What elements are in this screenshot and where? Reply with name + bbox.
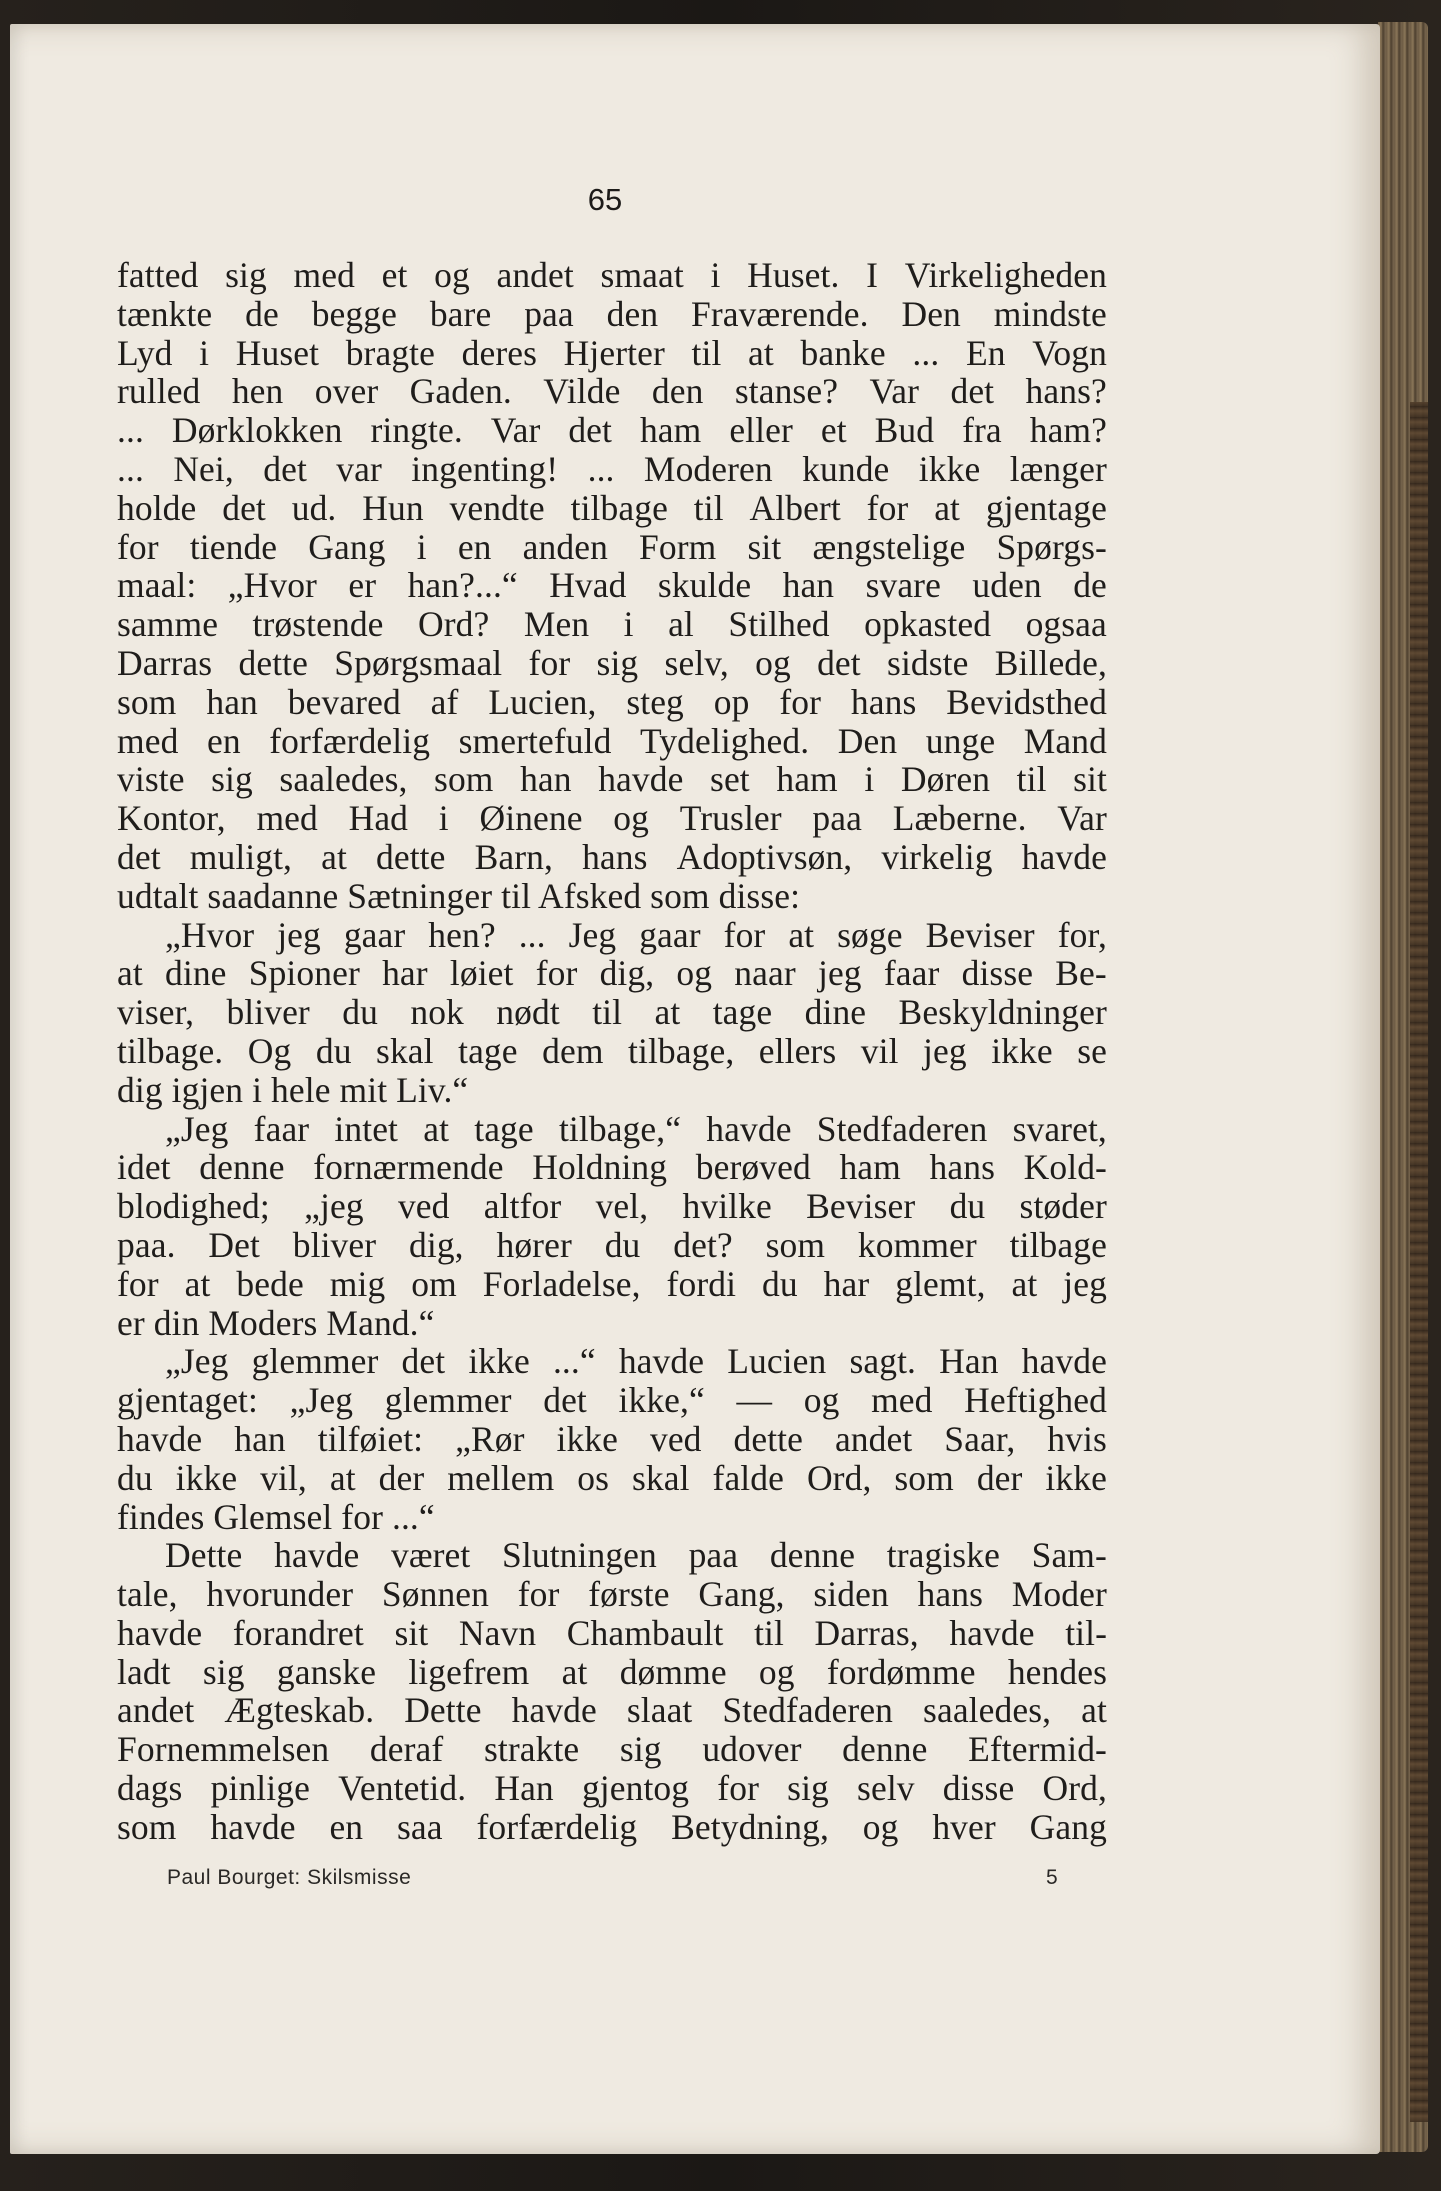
- footer-sheet-number: 5: [1046, 1866, 1058, 1889]
- footer-signature: Paul Bourget: Skilsmisse: [167, 1866, 412, 1889]
- text-line: samme trøstende Ord? Men i al Stilhed opkasted ogsaa: [117, 604, 1107, 645]
- text-line: med en forfærdelig smertefuld Tydelighed. Den unge Mand: [117, 720, 1107, 761]
- text-line: findes Glemsel for ...“: [117, 1496, 435, 1537]
- text-line: holde det ud. Hun vendte tilbage til Albert for at gjentage: [117, 487, 1107, 528]
- text-line: maal: „Hvor er han?...“ Hvad skulde han svare uden de: [117, 565, 1107, 606]
- text-line: Darras dette Spørgsmaal for sig selv, og det sidste Billede,: [117, 642, 1107, 683]
- text-line: blodighed; „jeg ved altfor vel, hvilke Beviser du støder: [117, 1186, 1107, 1227]
- text-line: ... Dørklokken ringte. Var det ham eller et Bud fra ham?: [117, 410, 1107, 451]
- page-number: 65: [587, 182, 623, 217]
- text-line: for at bede mig om Forladelse, fordi du har glemt, at jeg: [117, 1263, 1107, 1304]
- text-line: „Hvor jeg gaar hen? ... Jeg gaar for at søge Beviser for,: [165, 914, 1107, 955]
- text-line: ladt sig ganske ligefrem at dømme og fordømme hendes: [117, 1651, 1107, 1692]
- text-line: dags pinlige Ventetid. Han gjentog for sig selv disse Ord,: [117, 1768, 1107, 1809]
- text-line: „Jeg glemmer det ikke ...“ havde Lucien sagt. Han havde: [165, 1341, 1107, 1382]
- text-line: at dine Spioner har løiet for dig, og naar jeg faar disse Be-: [117, 953, 1107, 994]
- text-line: idet denne fornærmende Holdning berøved ham hans Kold-: [117, 1147, 1107, 1188]
- text-line: du ikke vil, at der mellem os skal falde Ord, som der ikke: [117, 1457, 1107, 1498]
- text-line: som han bevared af Lucien, steg op for hans Bevidsthed: [117, 681, 1107, 722]
- text-line: gjentaget: „Jeg glemmer det ikke,“ — og med Heftighed: [117, 1380, 1107, 1421]
- text-line: for tiende Gang i en anden Form sit ængstelige Spørgs-: [117, 526, 1107, 567]
- text-line: havde forandret sit Navn Chambault til Darras, havde til-: [117, 1612, 1107, 1653]
- text-line: er din Moders Mand.“: [117, 1302, 435, 1343]
- text-line: Kontor, med Had i Øinene og Trusler paa Læberne. Var: [117, 798, 1107, 839]
- text-line: tale, hvorunder Sønnen for første Gang, siden hans Moder: [117, 1574, 1107, 1615]
- body-text: [117, 256, 1107, 1847]
- text-line: fatted sig med et og andet smaat i Huset. I Virkeligheden: [117, 255, 1107, 295]
- text-line: som havde en saa forfærdelig Betydning, og hver Gang: [117, 1806, 1107, 1847]
- text-line: dig igjen i hele mit Liv.“: [117, 1069, 469, 1110]
- book-page: [10, 24, 1380, 2154]
- text-line: det muligt, at dette Barn, hans Adoptivsøn, virkelig havde: [117, 836, 1107, 877]
- text-line: Lyd i Huset bragte deres Hjerter til at banke ... En Vogn: [117, 332, 1107, 373]
- text-line: „Jeg faar intet at tage tilbage,“ havde Stedfaderen svaret,: [165, 1108, 1107, 1149]
- text-line: paa. Det bliver dig, hører du det? som kommer tilbage: [117, 1224, 1107, 1265]
- text-line: rulled hen over Gaden. Vilde den stanse? Var det hans?: [117, 371, 1107, 412]
- text-line: Dette havde været Slutningen paa denne tragiske Sam-: [165, 1535, 1107, 1576]
- text-line: ... Nei, det var ingenting! ... Moderen kunde ikke længer: [117, 448, 1107, 489]
- text-line: tænkte de begge bare paa den Fraværende. Den mindste: [117, 293, 1107, 334]
- text-line: andet Ægteskab. Dette havde slaat Stedfaderen saaledes, at: [117, 1690, 1107, 1731]
- text-line: viser, bliver du nok nødt til at tage dine Beskyldninger: [117, 992, 1107, 1033]
- text-line: tilbage. Og du skal tage dem tilbage, ellers vil jeg ikke se: [117, 1030, 1107, 1071]
- text-line: Fornemmelsen deraf strakte sig udover denne Eftermid-: [117, 1729, 1107, 1770]
- text-line: havde han tilføiet: „Rør ikke ved dette andet Saar, hvis: [117, 1418, 1107, 1459]
- text-line: viste sig saaledes, som han havde set ham i Døren til sit: [117, 759, 1107, 800]
- book-page-edges: [1378, 22, 1428, 2152]
- text-line: udtalt saadanne Sætninger til Afsked som disse:: [117, 875, 801, 916]
